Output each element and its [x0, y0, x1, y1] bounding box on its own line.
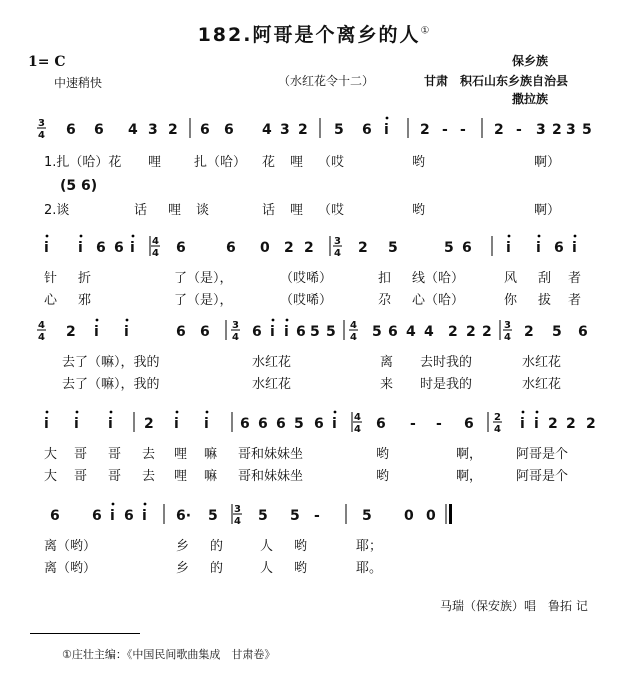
lyric: 离（哟）: [44, 539, 97, 554]
note: 6: [240, 416, 250, 432]
time-signature-bottom: 4: [334, 248, 341, 259]
ethnicity-label-2: 撒拉族: [512, 92, 549, 106]
lyric: 哟: [294, 539, 308, 554]
time-signature-bottom: 4: [504, 332, 511, 343]
octave-dot: [272, 319, 275, 322]
note: 0: [260, 240, 270, 256]
octave-dot: [206, 411, 209, 414]
note: -: [442, 122, 448, 138]
lyric: （哎: [318, 203, 345, 218]
note: 3: [148, 122, 158, 138]
octave-dot: [176, 411, 179, 414]
lyric: 阿哥是个: [516, 447, 569, 462]
lyric: （哎唏）: [280, 271, 333, 286]
lyric: 哟: [376, 447, 390, 462]
lyric: 哩: [174, 447, 188, 462]
lyric: 哟: [412, 203, 426, 218]
note: 6: [296, 324, 306, 340]
note: i: [536, 240, 541, 256]
note: 6: [66, 122, 76, 138]
note: i: [78, 240, 83, 256]
lyric: 人: [260, 539, 274, 554]
note: 3: [280, 122, 290, 138]
note: 2: [548, 416, 558, 432]
note: 5: [326, 324, 336, 340]
octave-dot: [536, 411, 539, 414]
lyric: 啊，: [456, 469, 483, 484]
note: 2: [466, 324, 476, 340]
note: 6: [200, 324, 210, 340]
note: 2: [494, 122, 504, 138]
note: 5: [582, 122, 592, 138]
note: 6: [462, 240, 472, 256]
lyric: 乡: [176, 539, 190, 554]
octave-dot: [574, 235, 577, 238]
note: 2: [284, 240, 294, 256]
lyric: 的: [210, 539, 224, 554]
note: 2: [448, 324, 458, 340]
note: 2: [358, 240, 368, 256]
note: 5: [334, 122, 344, 138]
lyric: 了（是），: [174, 293, 233, 308]
note: 6: [94, 122, 104, 138]
time-signature-top: 4: [354, 412, 361, 423]
ethnicity-label-1: 保乡族: [512, 54, 549, 68]
note: 2: [66, 324, 76, 340]
octave-dot: [508, 235, 511, 238]
note: -: [410, 416, 416, 432]
lyric: 水红花: [252, 355, 292, 370]
octave-dot: [538, 235, 541, 238]
lyric: 话: [262, 203, 276, 218]
note: i: [110, 508, 115, 524]
lyric: 哥: [108, 469, 122, 484]
note: i: [44, 240, 49, 256]
note: 6: [92, 508, 102, 524]
note: i: [130, 240, 135, 256]
lyric: 者: [568, 293, 582, 308]
octave-dot: [96, 319, 99, 322]
lyric: 哟: [294, 561, 308, 576]
note: -: [314, 508, 320, 524]
note: i: [534, 416, 539, 432]
note: 6: [224, 122, 234, 138]
note: i: [142, 508, 147, 524]
note: 6: [578, 324, 588, 340]
note: 6: [50, 508, 60, 524]
note: 4: [424, 324, 434, 340]
lyric: 去: [142, 447, 156, 462]
note: 2: [168, 122, 178, 138]
note: 5: [372, 324, 382, 340]
lyric: 人: [260, 561, 274, 576]
note: 6: [226, 240, 236, 256]
note: -: [436, 416, 442, 432]
region-label: 甘肃 积石山东乡族自治县: [424, 74, 569, 88]
lyric: 话: [134, 203, 148, 218]
note: 6: [114, 240, 124, 256]
octave-dot: [46, 235, 49, 238]
lyric: 大: [44, 469, 58, 484]
lyric: 耶；: [356, 539, 383, 554]
time-signature-top: 3: [234, 504, 241, 515]
time-signature-top: 3: [38, 118, 45, 129]
octave-dot: [522, 411, 525, 414]
note: i: [270, 324, 275, 340]
final-barline: [449, 504, 452, 524]
lyric: 扣: [378, 271, 392, 286]
note: 0: [404, 508, 414, 524]
lyric: 尕: [378, 293, 392, 308]
lyric: 哥: [74, 447, 88, 462]
lyric: 哩: [168, 203, 182, 218]
lyric: 拔: [538, 293, 552, 308]
lyric: 刮: [538, 271, 552, 286]
time-signature-top: 3: [504, 320, 511, 331]
note: i: [506, 240, 511, 256]
lyric: 1.扎（哈）花: [44, 155, 122, 170]
footnote: ①庄壮主编：《中国民间歌曲集成 甘肃卷》: [62, 648, 276, 661]
note: 4: [262, 122, 272, 138]
note: 5: [258, 508, 268, 524]
note: 5: [444, 240, 454, 256]
note: i: [44, 416, 49, 432]
subtitle: （水红花令十二）: [278, 74, 375, 88]
note: i: [108, 416, 113, 432]
lyric: 心（哈）: [412, 293, 465, 308]
note: 3: [536, 122, 546, 138]
octave-dot: [286, 319, 289, 322]
lyric: 乡: [176, 561, 190, 576]
note: i: [74, 416, 79, 432]
time-signature-bottom: 4: [354, 424, 361, 435]
note: 6: [464, 416, 474, 432]
note: 2: [144, 416, 154, 432]
lyric: 风: [504, 271, 518, 286]
octave-dot: [112, 503, 115, 506]
note: i: [332, 416, 337, 432]
note: -: [516, 122, 522, 138]
note: 2: [586, 416, 596, 432]
note: 6: [124, 508, 134, 524]
note: 6: [258, 416, 268, 432]
lyric: 嘛: [204, 469, 218, 484]
octave-dot: [132, 235, 135, 238]
lyric: 心: [44, 293, 58, 308]
note: 6: [554, 240, 564, 256]
lyric: 去了（嘛），我的: [62, 355, 160, 370]
note: i: [520, 416, 525, 432]
key-signature: 1= C: [28, 54, 66, 70]
note: i: [94, 324, 99, 340]
note: 6: [276, 416, 286, 432]
time-signature-top: 4: [152, 236, 159, 247]
lyric: 哩: [148, 155, 162, 170]
note: 6: [200, 122, 210, 138]
note: 2: [298, 122, 308, 138]
lyric: 来: [380, 377, 394, 392]
time-signature-top: 3: [334, 236, 341, 247]
octave-dot: [80, 235, 83, 238]
lyric: 哩: [290, 203, 304, 218]
lyric: 耶。: [356, 561, 383, 576]
lyric: 嘛: [204, 447, 218, 462]
octave-dot: [46, 411, 49, 414]
note: -: [460, 122, 466, 138]
octave-dot: [334, 411, 337, 414]
note: 4: [406, 324, 416, 340]
lyric: 啊）: [534, 155, 561, 170]
note: 6: [176, 240, 186, 256]
lyric: 你: [504, 293, 518, 308]
note: i: [572, 240, 577, 256]
lyric: 针: [44, 271, 58, 286]
lyric: 哟: [412, 155, 426, 170]
lyric: （哎: [318, 155, 345, 170]
lyric: 的: [210, 561, 224, 576]
note: 6: [176, 324, 186, 340]
lyric: 者: [568, 271, 582, 286]
octave-dot: [386, 117, 389, 120]
lyric: 哥: [108, 447, 122, 462]
lyric: 时是我的: [420, 377, 473, 392]
lyric: 了（是），: [174, 271, 233, 286]
note: 5: [310, 324, 320, 340]
time-signature-top: 4: [350, 320, 357, 331]
note: 6: [314, 416, 324, 432]
octave-dot: [126, 319, 129, 322]
lyric: 哟: [376, 469, 390, 484]
note: 6: [252, 324, 262, 340]
octave-dot: [110, 411, 113, 414]
octave-dot: [144, 503, 147, 506]
note: 6: [388, 324, 398, 340]
lyric: 去时我的: [420, 355, 473, 370]
song-title: 182.阿哥是个离乡的人①: [197, 24, 432, 46]
time-signature-bottom: 4: [38, 130, 45, 141]
singer-recorder-credit: 马瑞（保安族）唱 鲁拓 记: [440, 599, 588, 613]
note: 6: [362, 122, 372, 138]
note: i: [204, 416, 209, 432]
lyric: 啊）: [534, 203, 561, 218]
lyric: 邪: [78, 293, 92, 308]
note: 6: [376, 416, 386, 432]
lyric: 阿哥是个: [516, 469, 569, 484]
note: 5: [388, 240, 398, 256]
lyric: 去了（嘛），我的: [62, 377, 160, 392]
note: i: [174, 416, 179, 432]
time-signature-bottom: 4: [232, 332, 239, 343]
time-signature-top: 2: [494, 412, 501, 423]
variant-notes: (5 6): [60, 178, 98, 194]
lyric: 离（哟）: [44, 561, 97, 576]
lyric: 折: [78, 271, 92, 286]
tempo-marking: 中速稍快: [54, 76, 103, 90]
note: 2: [482, 324, 492, 340]
time-signature-bottom: 4: [38, 332, 45, 343]
note: 5: [552, 324, 562, 340]
time-signature-top: 3: [232, 320, 239, 331]
note: 2: [524, 324, 534, 340]
time-signature-bottom: 4: [494, 424, 501, 435]
octave-dot: [76, 411, 79, 414]
note: 2: [420, 122, 430, 138]
note: 6·: [176, 508, 192, 524]
note: i: [284, 324, 289, 340]
lyric: 去: [142, 469, 156, 484]
time-signature-top: 4: [38, 320, 45, 331]
note: 2: [566, 416, 576, 432]
note: 3: [566, 122, 576, 138]
lyric: 扎（哈）: [194, 155, 247, 170]
note: 2: [304, 240, 314, 256]
lyric: 大: [44, 447, 58, 462]
note: i: [124, 324, 129, 340]
lyric: 线（哈）: [412, 271, 465, 286]
note: 5: [290, 508, 300, 524]
lyric: 谈: [196, 203, 210, 218]
time-signature-bottom: 4: [152, 248, 159, 259]
lyric: 啊，: [456, 447, 483, 462]
note: 5: [208, 508, 218, 524]
time-signature-bottom: 4: [234, 516, 241, 527]
note: 5: [362, 508, 372, 524]
lyric: 哥和妹妹坐: [238, 469, 304, 484]
lyric: 哥: [74, 469, 88, 484]
lyric: 花: [262, 155, 276, 170]
note: 0: [426, 508, 436, 524]
lyric: 离: [380, 355, 394, 370]
lyric: 哥和妹妹坐: [238, 447, 304, 462]
lyric: 哩: [174, 469, 188, 484]
note: 5: [294, 416, 304, 432]
note: i: [384, 122, 389, 138]
note: 6: [96, 240, 106, 256]
note: 2: [552, 122, 562, 138]
lyric: 水红花: [522, 377, 562, 392]
lyric: 2.谈: [44, 203, 70, 218]
time-signature-bottom: 4: [350, 332, 357, 343]
lyric: 哩: [290, 155, 304, 170]
note: 4: [128, 122, 138, 138]
lyric: 水红花: [252, 377, 292, 392]
lyric: （哎唏）: [280, 293, 333, 308]
lyric: 水红花: [522, 355, 562, 370]
footnote-divider: [30, 633, 140, 634]
